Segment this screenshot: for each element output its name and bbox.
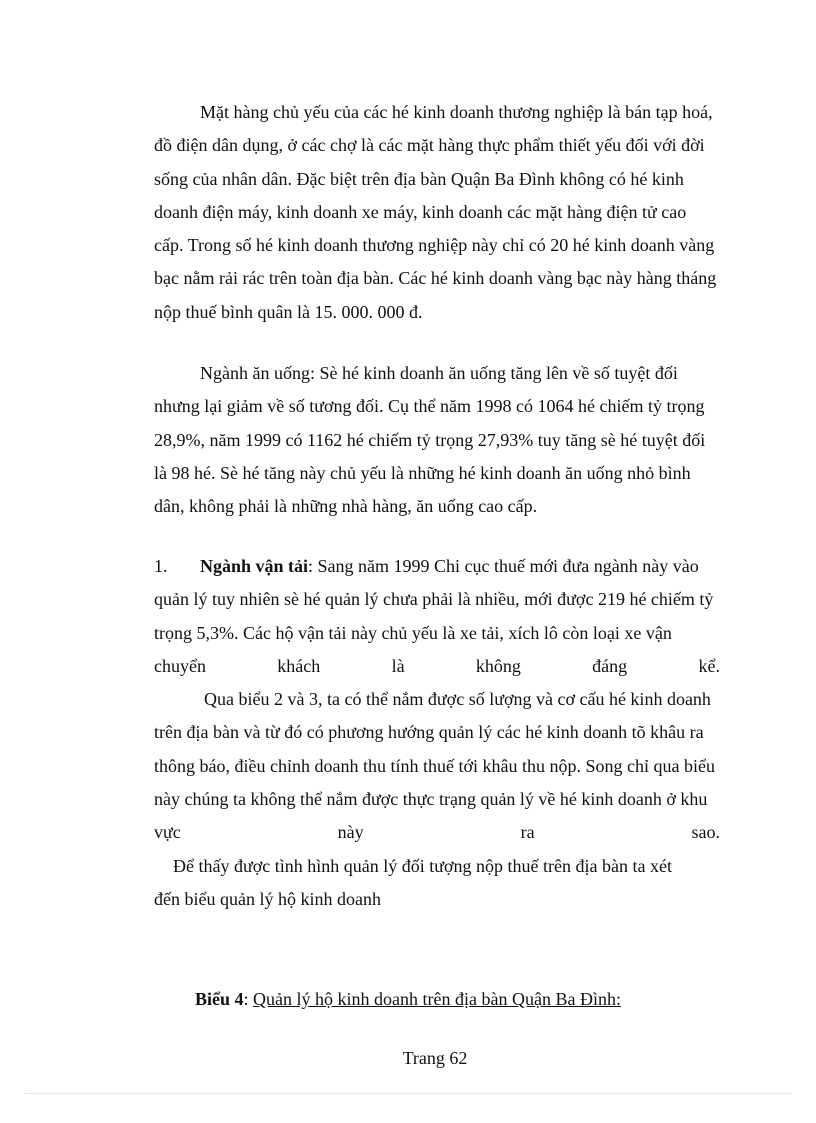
text-line: nộp thuế bình quân là 15. 000. 000 đ. (154, 301, 423, 322)
text-line: Để thấy được tình hình quản lý đối tượng nộp thuế trên địa bàn ta xét (173, 855, 672, 876)
text-line: cấp. Trong số hé kinh doanh thương nghiệp này chỉ có 20 hé kinh doanh vàng (154, 235, 715, 256)
text-line: thông báo, điều chỉnh doanh thu tính thuế tới khâu thu nộp. Song chỉ qua biểu (154, 755, 715, 776)
text-line: Qua biểu 2 và 3, ta có thể nắm được số lượng và cơ cấu hé kinh doanh (204, 689, 711, 710)
caption-separator: : (243, 989, 254, 1009)
word: đáng (592, 655, 628, 676)
caption-label: Biểu 4 (195, 989, 244, 1009)
word: vực (154, 822, 181, 843)
paragraph-transport (154, 550, 720, 916)
text-line (154, 550, 720, 583)
section-heading: Ngành vận tải (200, 556, 309, 576)
text-line: Ngành ăn uống: Sè hé kinh doanh ăn uống tăng lên về số tuyệt đối (200, 363, 678, 383)
word: này (337, 822, 364, 843)
text-line: nhưng lại giảm về số tương đối. Cụ thể năm 1998 có 1064 hé chiếm tỷ trọng (154, 396, 705, 417)
list-number: 1. (154, 556, 168, 576)
word: kể. (698, 655, 720, 676)
page-bottom-divider (24, 1093, 792, 1094)
page-number: Trang 62 (402, 1048, 468, 1068)
text-line: doanh điện máy, kinh doanh xe máy, kinh doanh các mặt hàng điện tử cao (154, 201, 687, 222)
text-line: trên địa bàn và từ đó có phương hướng quản lý các hé kinh doanh tõ khâu ra (154, 722, 704, 743)
text-line: trọng 5,3%. Các hộ vận tải này chủ yếu là xe tải, xích lô còn loại xe vận (154, 622, 672, 643)
word: là (391, 655, 405, 676)
text-line: sống của nhân dân. Đặc biệt trên địa bàn Quận Ba Đình không có hé kinh (154, 168, 684, 189)
text-line: Mặt hàng chủ yếu của các hé kinh doanh thương nghiệp là bán tạp hoá, (200, 102, 713, 122)
word: sao. (691, 822, 720, 843)
text-line: là 98 hé. Sè hé tăng này chủ yếu là những hé kinh doanh ăn uống nhỏ bình (154, 462, 691, 483)
word: không (475, 655, 521, 676)
text-line: quản lý tuy nhiên sè hé quản lý chưa phải là nhiều, mới được 219 hé chiếm tỷ (154, 589, 714, 610)
text-line: 28,9%, năm 1999 có 1162 hé chiếm tỷ trọng 27,93% tuy tăng sè hé tuyệt đối (154, 429, 706, 450)
text-line: này chúng ta không thể nắm được thực trạng quản lý về hé kinh doanh ở khu (154, 789, 708, 810)
text-line: đồ điện dân dụng, ở các chợ là các mặt hàng thực phẩm thiết yếu đối với đời (154, 135, 705, 156)
paragraph-goods (154, 96, 720, 329)
text-line: bạc nằm rải rác trên toàn địa bàn. Các hé kinh doanh vàng bạc này hàng tháng (154, 268, 717, 289)
paragraph-food-service (154, 357, 720, 523)
caption-title: Quản lý hộ kinh doanh trên địa bàn Quận Ba Đình: (253, 989, 621, 1009)
text-line: dân, không phải là những nhà hàng, ăn uống cao cấp. (154, 496, 538, 517)
table-caption (0, 989, 816, 1010)
word: khách (277, 655, 321, 676)
justified-line (154, 816, 720, 849)
text-line: đến biểu quản lý hộ kinh doanh (154, 888, 381, 909)
justified-line (154, 650, 720, 683)
text-run: : Sang năm 1999 Chi cục thuế mới đưa ngành này vào (308, 556, 699, 576)
word: ra (520, 822, 535, 843)
word: chuyển (154, 655, 206, 676)
